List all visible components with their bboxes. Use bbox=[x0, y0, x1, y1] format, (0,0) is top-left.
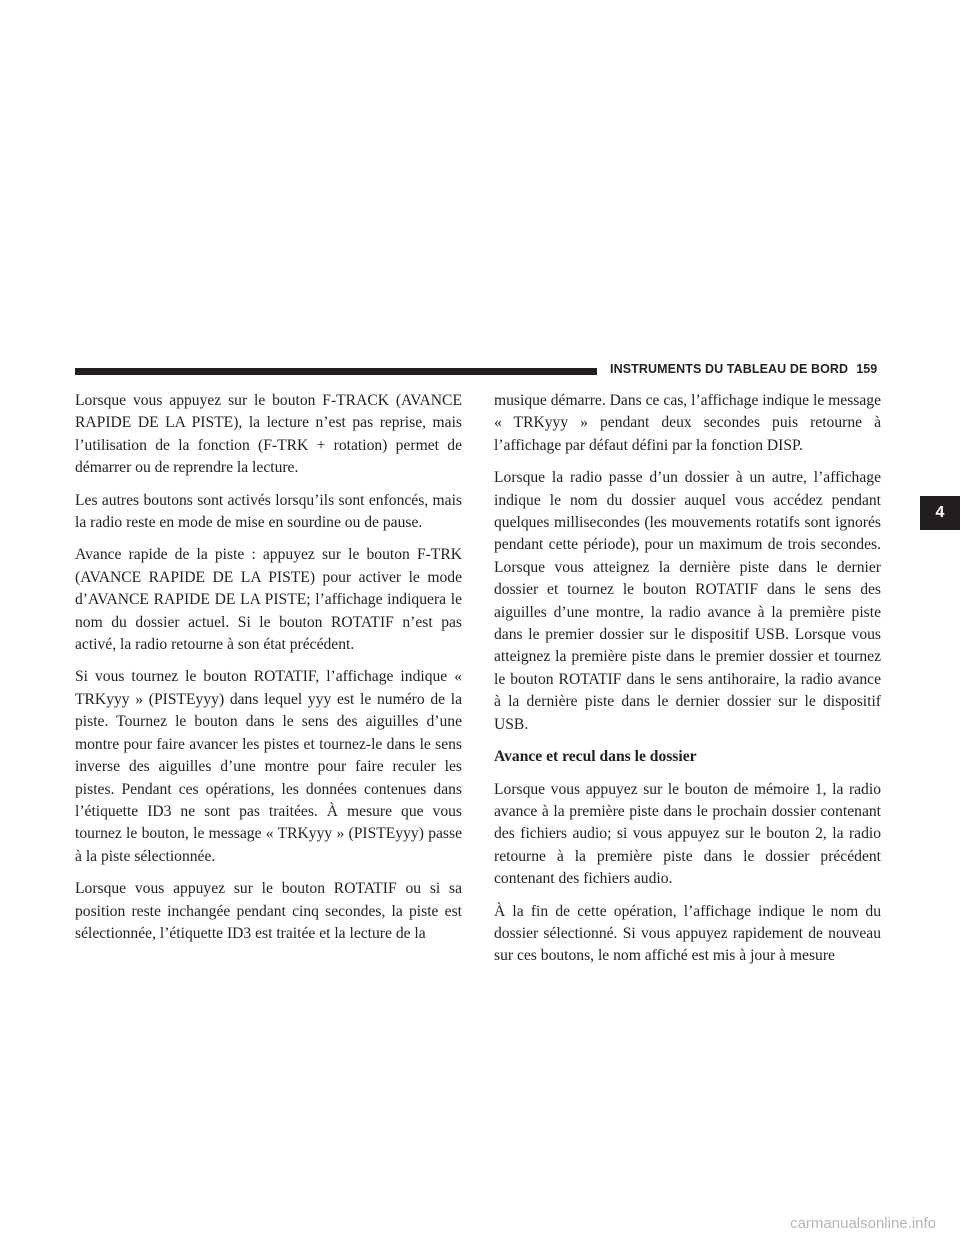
page-number: 159 bbox=[856, 362, 878, 376]
paragraph: Lorsque vous appuyez sur le bouton de mémoire 1, la radio avance à la première piste dans le prochain dossier contenant des fichiers audio; si vous appuyez sur le bouton 2, la radio retourne à la première piste dans le dossier précédent contenant des fichiers audio. bbox=[494, 780, 881, 888]
paragraph: Lorsque la radio passe d’un dossier à un autre, l’affichage indique le nom du dossier auquel vous accédez pendant quelques millisecondes (les mouvements rotatifs sont ignorés pendant cette période), pour un maximum de trois secondes. Lorsque vous atteignez la dernière piste dans le dernier dossier et tournez le bouton ROTATIF dans le sens des aiguilles d’une montre, la radio avance à la première piste dans le premier dossier sur le dispositif USB. Lorsque vous atteignez la première piste dans le premier dossier et tournez le bouton ROTATIF dans le sens antihoraire, la radio avance à la dernière piste dans le dernier dossier sur le dispositif USB. bbox=[494, 469, 881, 733]
paragraph: Si vous tournez le bouton ROTATIF, l’affichage indique « TRKyyy » (PISTEyyy) dans lequel yyy est le numéro de la piste. Tournez le bouton dans le sens des aiguilles d’une montre pour faire avancer les pistes et tournez-le dans le sens inverse des aiguilles d’une montre pour faire reculer les pistes. Pendant ces opérations, les données contenues dans l’étiquette ID3 ne sont pas traitées. À mesure que vous tournez le bouton, le message « TRKyyy » (PISTEyyy) passe à la piste sélectionnée. bbox=[75, 668, 462, 865]
chapter-tab: 4 bbox=[920, 496, 960, 530]
header-rule bbox=[75, 368, 597, 375]
paragraph: Lorsque vous appuyez sur le bouton F-TRACK (AVANCE RAPIDE DE LA PISTE), la lecture n’est pas reprise, mais l’utilisation de la fonction (F-TRK + rotation) permet de démarrer ou de reprendre la lecture. bbox=[75, 392, 462, 477]
section-title: INSTRUMENTS DU TABLEAU DE BORD bbox=[610, 362, 849, 376]
paragraph: Les autres boutons sont activés lorsqu’ils sont enfoncés, mais la radio reste en mode de mise en sourdine ou de pause. bbox=[75, 491, 462, 532]
paragraph: Lorsque vous appuyez sur le bouton ROTATIF ou si sa position reste inchangée pendant cinq secondes, la piste est sélectionnée, l’étiquette ID3 est traitée et la lecture de la bbox=[75, 880, 462, 942]
paragraph: musique démarre. Dans ce cas, l’affichage indique le message « TRKyyy » pendant deux secondes puis retourne à l’affichage par défaut défini par la fonction DISP. bbox=[494, 392, 881, 454]
section-heading: Avance et recul dans le dossier bbox=[494, 748, 697, 766]
right-column bbox=[494, 390, 881, 978]
left-column bbox=[75, 390, 462, 955]
paragraph: À la fin de cette opération, l’affichage indique le nom du dossier sélectionné. Si vous appuyez rapidement de nouveau sur ces boutons, le nom affiché est mis à jour à mesure bbox=[494, 902, 881, 965]
watermark: carmanualsonline.info bbox=[790, 1215, 936, 1232]
running-header bbox=[610, 362, 877, 376]
paragraph: Avance rapide de la piste : appuyez sur le bouton F-TRK (AVANCE RAPIDE DE LA PISTE) pour activer le mode d’AVANCE RAPIDE DE LA PISTE; l’affichage indiquera le nom du dossier actuel. Si le bouton ROTATIF n’est pas activé, la radio retourne à son état précédent. bbox=[75, 546, 462, 654]
